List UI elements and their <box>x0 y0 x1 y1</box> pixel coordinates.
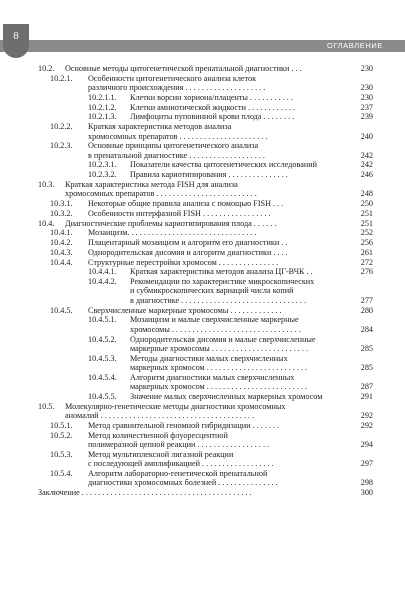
toc-entry-title: Основные методы цитогенетической пренатальной диагностики . . . <box>65 64 302 73</box>
toc-entry <box>0 421 405 430</box>
toc-entry <box>0 141 405 160</box>
toc-entry-title: маркерных хромосом . . . . . . . . . . . . . . . . . . . . . . . . . <box>130 363 308 373</box>
toc-entry-page: 280 <box>360 305 373 315</box>
toc-entry <box>0 392 405 401</box>
toc-entry-number: 10.5.2. <box>50 430 73 440</box>
toc-entry-title: аномалий . . . . . . . . . . . . . . . . . . . . . . . . . . . . . . . . . . . . . . <box>65 411 255 421</box>
toc-entry-title: Правила кариотипирования . . . . . . . . . . . . . . . <box>130 170 288 180</box>
toc-entry-title: Молекулярно-генетические методы диагностики хромосомных <box>65 401 286 411</box>
toc-entry-number: 10.4.4.1. <box>88 267 117 277</box>
toc-entry-page: 292 <box>360 411 373 421</box>
toc-entry-page: 251 <box>360 218 373 228</box>
toc-entry-number: 10.2.2. <box>50 122 73 132</box>
toc-entry-number: 10.4.4.2. <box>88 277 117 287</box>
toc-entry-title: Однородительская дисомия и алгоритм диагностики . . . . <box>88 247 288 257</box>
toc-entry-number: 10.2.1.3. <box>88 112 117 122</box>
toc-entry-number: 10.3.2. <box>50 208 73 218</box>
toc-entry-page: 252 <box>360 228 373 238</box>
toc-entry-title: Рекомендации по характеристике микроскопических <box>130 277 315 287</box>
toc-entry <box>0 209 405 218</box>
toc-entry <box>0 354 405 373</box>
toc-entry-number: 10.4. <box>38 218 55 228</box>
toc-entry-title: Диагностические проблемы кариотипирования плода . . . . . . <box>65 218 277 228</box>
toc-entry-page: 230 <box>360 64 373 73</box>
toc-entry-page: 285 <box>360 343 373 353</box>
toc-entry-page: 300 <box>360 488 373 498</box>
toc-entry <box>0 112 405 121</box>
toc-entry-number: 10.4.5.3. <box>88 353 117 363</box>
toc-entry-title: Алгоритм диагностики малых сверхчисленных <box>130 372 295 382</box>
toc-entry-number: 10.2.1.1. <box>88 92 117 102</box>
toc-entry-title: маркерных хромосом . . . . . . . . . . . . . . . . . . . . . . . . . <box>130 382 308 392</box>
toc-entry <box>0 306 405 315</box>
toc-entry-page: 239 <box>360 112 373 122</box>
toc-entry <box>0 488 405 497</box>
toc-entry-number: 10.2.3.1. <box>88 160 117 170</box>
toc-entry-title: Клетки амниотической жидкости . . . . . . . . . . . . <box>130 102 296 112</box>
toc-entry-page: 261 <box>360 247 373 257</box>
toc-entry <box>0 180 405 199</box>
toc-entry-number: 10.3. <box>38 179 55 189</box>
toc-entry-page: 242 <box>360 160 373 170</box>
toc-entry <box>0 64 405 73</box>
toc-entry-page: 240 <box>360 131 373 141</box>
toc-entry-number: 10.3.1. <box>50 199 73 209</box>
toc-entry-title: диагностики хромосомных болезней . . . . . . . . . . . . . . . <box>88 478 278 488</box>
toc-entry-number: 10.5.1. <box>50 420 73 430</box>
toc-entry-title: Метод количественной флуоресцентной <box>88 430 228 440</box>
toc-entry-page: 298 <box>360 478 373 488</box>
toc-entry <box>0 219 405 228</box>
toc-entry-page: 292 <box>360 420 373 430</box>
toc-entry-title: Лимфоциты пуповинной крови плода . . . . . . . . <box>130 112 295 122</box>
toc-entry-title: Особенности интерфазной FISH . . . . . . . . . . . . . . . . . <box>88 208 271 218</box>
toc-entry-page: 294 <box>360 440 373 450</box>
toc-entry-title: Мозаицизм. . . . . . . . . . . . . . . . . . . . . . . . . . . . . . . . <box>88 228 257 238</box>
toc-entry-number: 10.4.3. <box>50 247 73 257</box>
toc-entry-page: 291 <box>360 392 373 401</box>
toc-entry-page: 276 <box>360 267 373 277</box>
toc-entry-title: Основные принципы цитогенетического анализа <box>88 141 259 151</box>
toc-entry-number: 10.5. <box>38 401 55 411</box>
toc-entry <box>0 228 405 237</box>
toc-entry-page: 250 <box>360 199 373 209</box>
toc-entry-page: 230 <box>360 83 373 93</box>
toc-entry-title: Краткая характеристика методов анализа ЦГ-ВЧК . . <box>130 267 313 277</box>
section-title: ОГЛАВЛЕНИЕ <box>326 41 383 50</box>
toc-entry-title: и субмикроскопических вариаций числа копий <box>130 286 294 296</box>
toc-entry-title: полимеразной цепной реакции . . . . . . . . . . . . . . . . . . <box>88 440 270 450</box>
toc-entry-title: Значение малых сверхчисленных маркерных хромосом <box>130 392 323 401</box>
toc-entry <box>0 431 405 450</box>
toc-entry-number: 10.4.5.2. <box>88 334 117 344</box>
toc-entry-title: Плацентарный мозаицизм и алгоритм его диагностики . . <box>88 238 288 248</box>
toc-entry-page: 237 <box>360 102 373 112</box>
toc-entry-page: 277 <box>360 295 373 305</box>
toc-entry <box>0 277 405 305</box>
toc-entry-number: 10.2.1. <box>50 73 73 83</box>
toc-entry-number: 10.4.5.4. <box>88 372 117 382</box>
toc-entry <box>0 238 405 247</box>
toc-entry <box>0 335 405 354</box>
toc-entry-number: 10.4.4. <box>50 257 73 267</box>
toc-entry-page: 246 <box>360 170 373 180</box>
toc-entry-title: с последующей амплификацией . . . . . . . . . . . . . . . . . . <box>88 459 274 469</box>
toc-entry-title: хромосомы . . . . . . . . . . . . . . . . . . . . . . . . . . . . . . . . <box>130 324 301 334</box>
toc-entry-title: Заключение . . . . . . . . . . . . . . . . . . . . . . . . . . . . . . . . . . . . . . . . . . <box>38 488 252 498</box>
toc-entry-number: 10.4.1. <box>50 228 73 238</box>
toc-entry-number: 10.2. <box>38 64 55 73</box>
toc-entry-title: Метод мультиплексной лигазной реакции <box>88 449 234 459</box>
toc-entry-title: хромосомных препаратов . . . . . . . . . . . . . . . . . . . . . . <box>88 131 268 141</box>
toc-entry-page: 285 <box>360 363 373 373</box>
toc-entry-title: Методы диагностики малых сверхчисленных <box>130 353 288 363</box>
toc-entry <box>0 103 405 112</box>
toc-entry-page: 248 <box>360 189 373 199</box>
toc-entry-title: Краткая характеристика методов анализа <box>88 122 232 132</box>
toc-entry-title: Клетки ворсин хориона/плаценты . . . . . . . . . . . <box>130 92 293 102</box>
toc-entry-number: 10.2.1.2. <box>88 102 117 112</box>
toc-entry-number: 10.2.3.2. <box>88 170 117 180</box>
toc-entry-title: Показатели качества цитогенетических исследований <box>130 160 317 170</box>
toc-entry-title: Особенности цитогенетического анализа клеток <box>88 73 257 83</box>
toc-entry-number: 10.4.5.1. <box>88 315 117 325</box>
toc-entry-page: 297 <box>360 459 373 469</box>
toc-entry <box>0 122 405 141</box>
toc-entry-title: Сверхчисленные маркерные хромосомы . . . . . . . . . . . . . <box>88 305 282 315</box>
toc-entry-title: Метод сравнительной геномной гибридизации . . . . . . . <box>88 420 280 430</box>
toc-entry-number: 10.4.5. <box>50 305 73 315</box>
toc-entry-page: 230 <box>360 92 373 102</box>
toc-entry-page: 256 <box>360 238 373 248</box>
toc-entry-title: маркерные хромосомы . . . . . . . . . . . . . . . . . . . . . . . . <box>130 343 309 353</box>
toc-entry <box>0 160 405 169</box>
toc-entry <box>0 74 405 93</box>
toc-entry-title: хромосомных препаратов . . . . . . . . . . . . . . . . . . . . . . . . . <box>65 189 257 199</box>
toc-entry-title: Однородительская дисомия и малые сверхчисленные <box>130 334 316 344</box>
toc-entry-page: 272 <box>360 257 373 267</box>
toc-entry-number: 10.5.4. <box>50 468 73 478</box>
toc-entry-title: в пренатальной диагностике . . . . . . . . . . . . . . . . . . . <box>88 150 265 160</box>
toc-entry-page: 251 <box>360 208 373 218</box>
toc-entry <box>0 402 405 421</box>
toc-entry <box>0 469 405 488</box>
page-number: 8 <box>13 30 19 42</box>
toc-entry-number: 10.2.3. <box>50 141 73 151</box>
toc-entry <box>0 199 405 208</box>
toc-entry-number: 10.4.2. <box>50 238 73 248</box>
toc-entry <box>0 267 405 276</box>
toc-entry-title: Структурные перестройки хромосом . . . . . . . . . . . . . . . <box>88 257 279 267</box>
toc-entry <box>0 373 405 392</box>
toc-entry-title: Мозаицизм и малые сверхчисленные маркерные <box>130 315 299 325</box>
toc-entry-title: Некоторые общие правила анализа с помощью FISH . . . <box>88 199 284 209</box>
toc-entry <box>0 248 405 257</box>
toc-entry <box>0 170 405 179</box>
toc-entry-title: Алгоритм лабораторно-генетической пренатальной <box>88 468 268 478</box>
toc-entry <box>0 258 405 267</box>
toc-entry-number: 10.4.5.5. <box>88 392 117 401</box>
toc-entry-title: в диагностике . . . . . . . . . . . . . . . . . . . . . . . . . . . . . . . <box>130 295 307 305</box>
toc-entry-title: различного происхождения . . . . . . . . . . . . . . . . . . . . <box>88 83 266 93</box>
toc-entry-title: Краткая характеристика метода FISH для анализа <box>65 179 238 189</box>
toc-entry <box>0 315 405 334</box>
toc-entry-page: 287 <box>360 382 373 392</box>
toc-entry-page: 242 <box>360 150 373 160</box>
toc-entry <box>0 450 405 469</box>
toc-entry <box>0 93 405 102</box>
toc-entry-page: 284 <box>360 324 373 334</box>
toc-entry-number: 10.5.3. <box>50 449 73 459</box>
